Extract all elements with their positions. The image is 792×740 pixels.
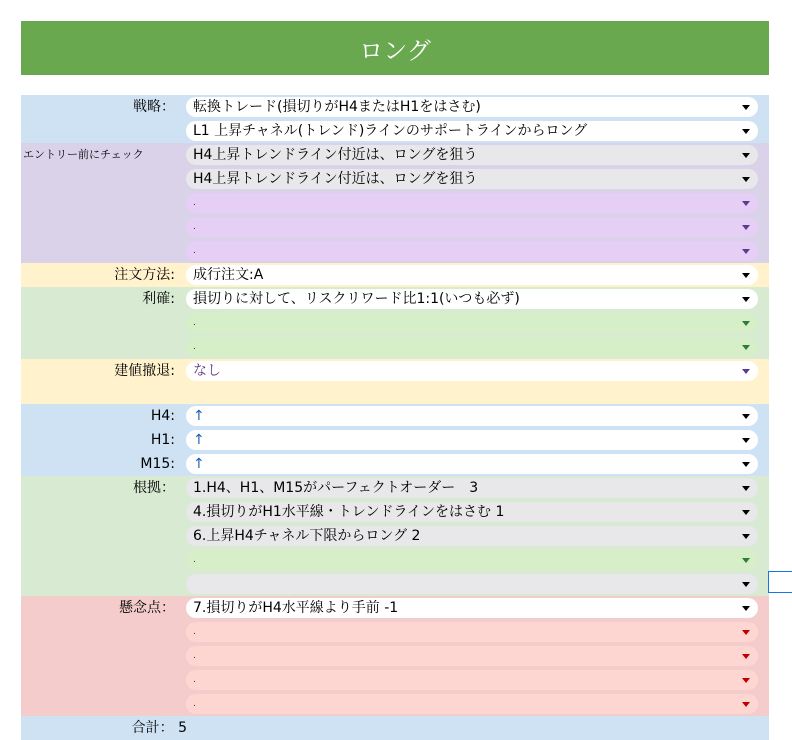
chevron-down-icon [742, 249, 750, 254]
chevron-down-icon [742, 654, 750, 659]
concerns-label: 懸念点： [119, 600, 175, 616]
chevron-down-icon [742, 369, 750, 374]
basis-dropdown-1[interactable]: 1.H4、H1、M15がパーフェクトオーダー 3 [186, 478, 758, 498]
strategy-section [21, 95, 769, 143]
chevron-down-icon [742, 201, 750, 206]
chevron-down-icon [742, 510, 750, 515]
timeframe-section [21, 404, 769, 476]
take-profit-section [21, 287, 769, 359]
up-arrow-icon: ↑ [193, 456, 205, 472]
pre-entry-dropdown-2[interactable]: H4上昇トレンドライン付近は、ロングを狙う [186, 169, 758, 189]
h1-dropdown[interactable] [186, 430, 758, 450]
total-section [21, 716, 769, 740]
concerns-dropdown-4[interactable]: . [186, 670, 758, 690]
page-title-banner [21, 21, 769, 75]
pre-entry-dropdown-1[interactable]: H4上昇トレンドライン付近は、ロングを狙う [186, 145, 758, 165]
m15-label: M15: [140, 456, 175, 472]
chevron-down-icon [742, 606, 750, 611]
chevron-down-icon [742, 486, 750, 491]
chevron-down-icon [742, 225, 750, 230]
h4-dropdown[interactable] [186, 406, 758, 426]
basis-dropdown-2[interactable]: 4.損切りがH1水平線・トレンドラインをはさむ 1 [186, 502, 758, 522]
chevron-down-icon [742, 297, 750, 302]
chevron-down-icon [742, 273, 750, 278]
breakeven-dropdown[interactable]: なし [186, 361, 758, 381]
strategy-dropdown-1[interactable]: 転換トレード(損切りがH4またはH1をはさむ) [186, 97, 758, 117]
chevron-down-icon [742, 321, 750, 326]
m15-dropdown[interactable] [186, 454, 758, 474]
concerns-section [21, 596, 769, 716]
total-value: 5 [178, 720, 187, 736]
chevron-down-icon [742, 630, 750, 635]
concerns-dropdown-5[interactable]: . [186, 694, 758, 714]
page-title: ロング [359, 36, 431, 65]
take-profit-dropdown-3[interactable]: . [186, 337, 758, 357]
chevron-down-icon [742, 702, 750, 707]
chevron-down-icon [742, 105, 750, 110]
basis-label: 根拠： [133, 480, 175, 496]
chevron-down-icon [742, 558, 750, 563]
pre-entry-dropdown-3[interactable]: . [186, 193, 758, 213]
pre-entry-section [21, 143, 769, 263]
basis-section [21, 476, 769, 596]
selected-cell[interactable] [768, 571, 792, 593]
take-profit-label: 利確: [142, 291, 175, 307]
chevron-down-icon [742, 414, 750, 419]
breakeven-section [21, 359, 769, 404]
h1-label: H1: [150, 432, 175, 448]
concerns-dropdown-2[interactable]: . [186, 622, 758, 642]
total-row [21, 716, 187, 740]
up-arrow-icon: ↑ [193, 408, 205, 424]
chevron-down-icon [742, 177, 750, 182]
basis-dropdown-3[interactable]: 6.上昇H4チャネル下限からロング 2 [186, 526, 758, 546]
pre-entry-label: エントリー前にチェック [23, 148, 144, 161]
concerns-dropdown-1[interactable]: 7.損切りがH4水平線より手前 -1 [186, 598, 758, 618]
take-profit-dropdown-1[interactable]: 損切りに対して、リスクリワード比1:1(いつも必ず) [186, 289, 758, 309]
order-dropdown[interactable]: 成行注文:A [186, 265, 758, 285]
chevron-down-icon [742, 534, 750, 539]
chevron-down-icon [742, 462, 750, 467]
chevron-down-icon [742, 438, 750, 443]
order-label: 注文方法: [114, 267, 175, 283]
take-profit-dropdown-2[interactable]: . [186, 313, 758, 333]
breakeven-label: 建値撤退: [114, 363, 175, 379]
chevron-down-icon [742, 678, 750, 683]
basis-dropdown-4[interactable]: . [186, 550, 758, 570]
up-arrow-icon: ↑ [193, 432, 205, 448]
chevron-down-icon [742, 129, 750, 134]
strategy-label: 戦略： [133, 99, 175, 115]
pre-entry-dropdown-5[interactable]: . [186, 241, 758, 261]
strategy-dropdown-2[interactable]: L1 上昇チャネル(トレンド)ラインのサポートラインからロング [186, 121, 758, 141]
chevron-down-icon [742, 345, 750, 350]
h4-label: H4: [150, 408, 175, 424]
basis-dropdown-5[interactable] [186, 574, 758, 594]
concerns-dropdown-3[interactable]: . [186, 646, 758, 666]
pre-entry-dropdown-4[interactable]: . [186, 217, 758, 237]
chevron-down-icon [742, 153, 750, 158]
chevron-down-icon [742, 582, 750, 587]
total-label: 合計： [131, 720, 174, 736]
order-section [21, 263, 769, 287]
trade-form [21, 95, 769, 740]
